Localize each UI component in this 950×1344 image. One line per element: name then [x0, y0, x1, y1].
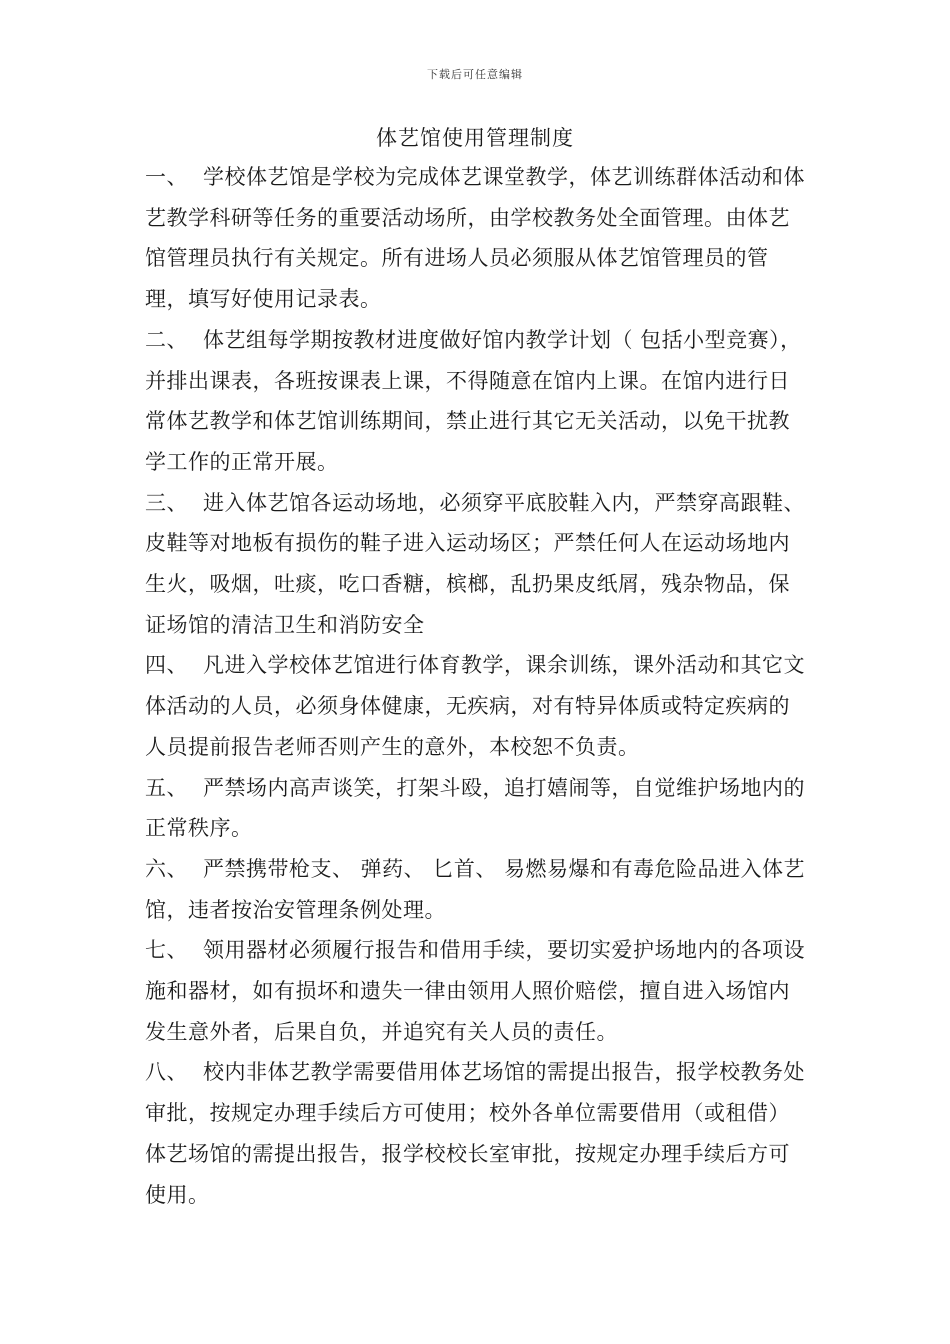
- clause-number: 七、: [145, 938, 188, 963]
- clause-number: 八、: [145, 1060, 188, 1085]
- clause-text: 凡进入学校体艺馆进行体育教学，课余训练，课外活动和其它文体活动的人员，必须身体健康，无疾病，对有特异体质或特定疾病的人员提前报告老师否则产生的意外，本校恕不负责。: [145, 653, 805, 759]
- clause-8: [145, 1052, 810, 1215]
- clause-text: 体艺组每学期按教材进度做好馆内教学计划（ 包括小型竞赛），并排出课表，各班按课表上课，不得随意在馆内上课。在馆内进行日常体艺教学和体艺馆训练期间，禁止进行其它无关活动，以免干扰教学工作的正常开展。: [145, 327, 802, 474]
- clause-text: 严禁场内高声谈笑，打架斗殴，追打嬉闹等，自觉维护场地内的正常秩序。: [145, 775, 805, 841]
- clause-text: 进入体艺馆各运动场地，必须穿平底胶鞋入内，严禁穿高跟鞋、 皮鞋等对地板有损伤的鞋子进入运动场区；严禁任何人在运动场地内生火，吸烟，吐痰，吃口香糖，槟榔，乱扔果皮纸屑，残杂物品，保证场馆的清洁卫生和消防安全: [145, 490, 805, 637]
- header-note: 下载后可任意编辑: [427, 68, 523, 81]
- clause-text: 领用器材必须履行报告和借用手续，要切实爱护场地内的各项设施和器材，如有损坏和遗失一律由领用人照价赔偿，擅自进入场馆内发生意外者，后果自负，并追究有关人员的责任。: [145, 938, 805, 1044]
- clause-3: [145, 483, 810, 646]
- clause-6: [145, 849, 810, 930]
- clause-number: 三、: [145, 490, 188, 515]
- clause-number: 六、: [145, 856, 188, 881]
- clause-7: [145, 930, 810, 1052]
- clause-2: [145, 320, 810, 483]
- document-body: [145, 157, 810, 1215]
- clause-4: [145, 645, 810, 767]
- clause-number: 一、: [145, 165, 188, 189]
- document-title: 体艺馆使用管理制度: [376, 126, 574, 150]
- clause-1: [145, 157, 810, 320]
- clause-5: [145, 768, 810, 849]
- clause-number: 四、: [145, 653, 188, 678]
- clause-number: 五、: [145, 775, 188, 800]
- clause-text: 学校体艺馆是学校为完成体艺课堂教学，体艺训练群体活动和体艺教学科研等任务的重要活动场所，由学校教务处全面管理。由体艺馆管理员执行有关规定。所有进场人员必须服从体艺馆管理员的管理，填写好使用记录表。: [145, 165, 805, 312]
- clause-number: 二、: [145, 327, 188, 352]
- clause-text: 严禁携带枪支、 弹药、 匕首、 易燃易爆和有毒危险品进入体艺馆，违者按治安管理条例处理。: [145, 856, 806, 922]
- clause-text: 校内非体艺教学需要借用体艺场馆的需提出报告，报学校教务处审批，按规定办理手续后方可使用；校外各单位需要借用（或租借） 体艺场馆的需提出报告，报学校校长室审批，按规定办理手续后方可使用。: [145, 1060, 805, 1207]
